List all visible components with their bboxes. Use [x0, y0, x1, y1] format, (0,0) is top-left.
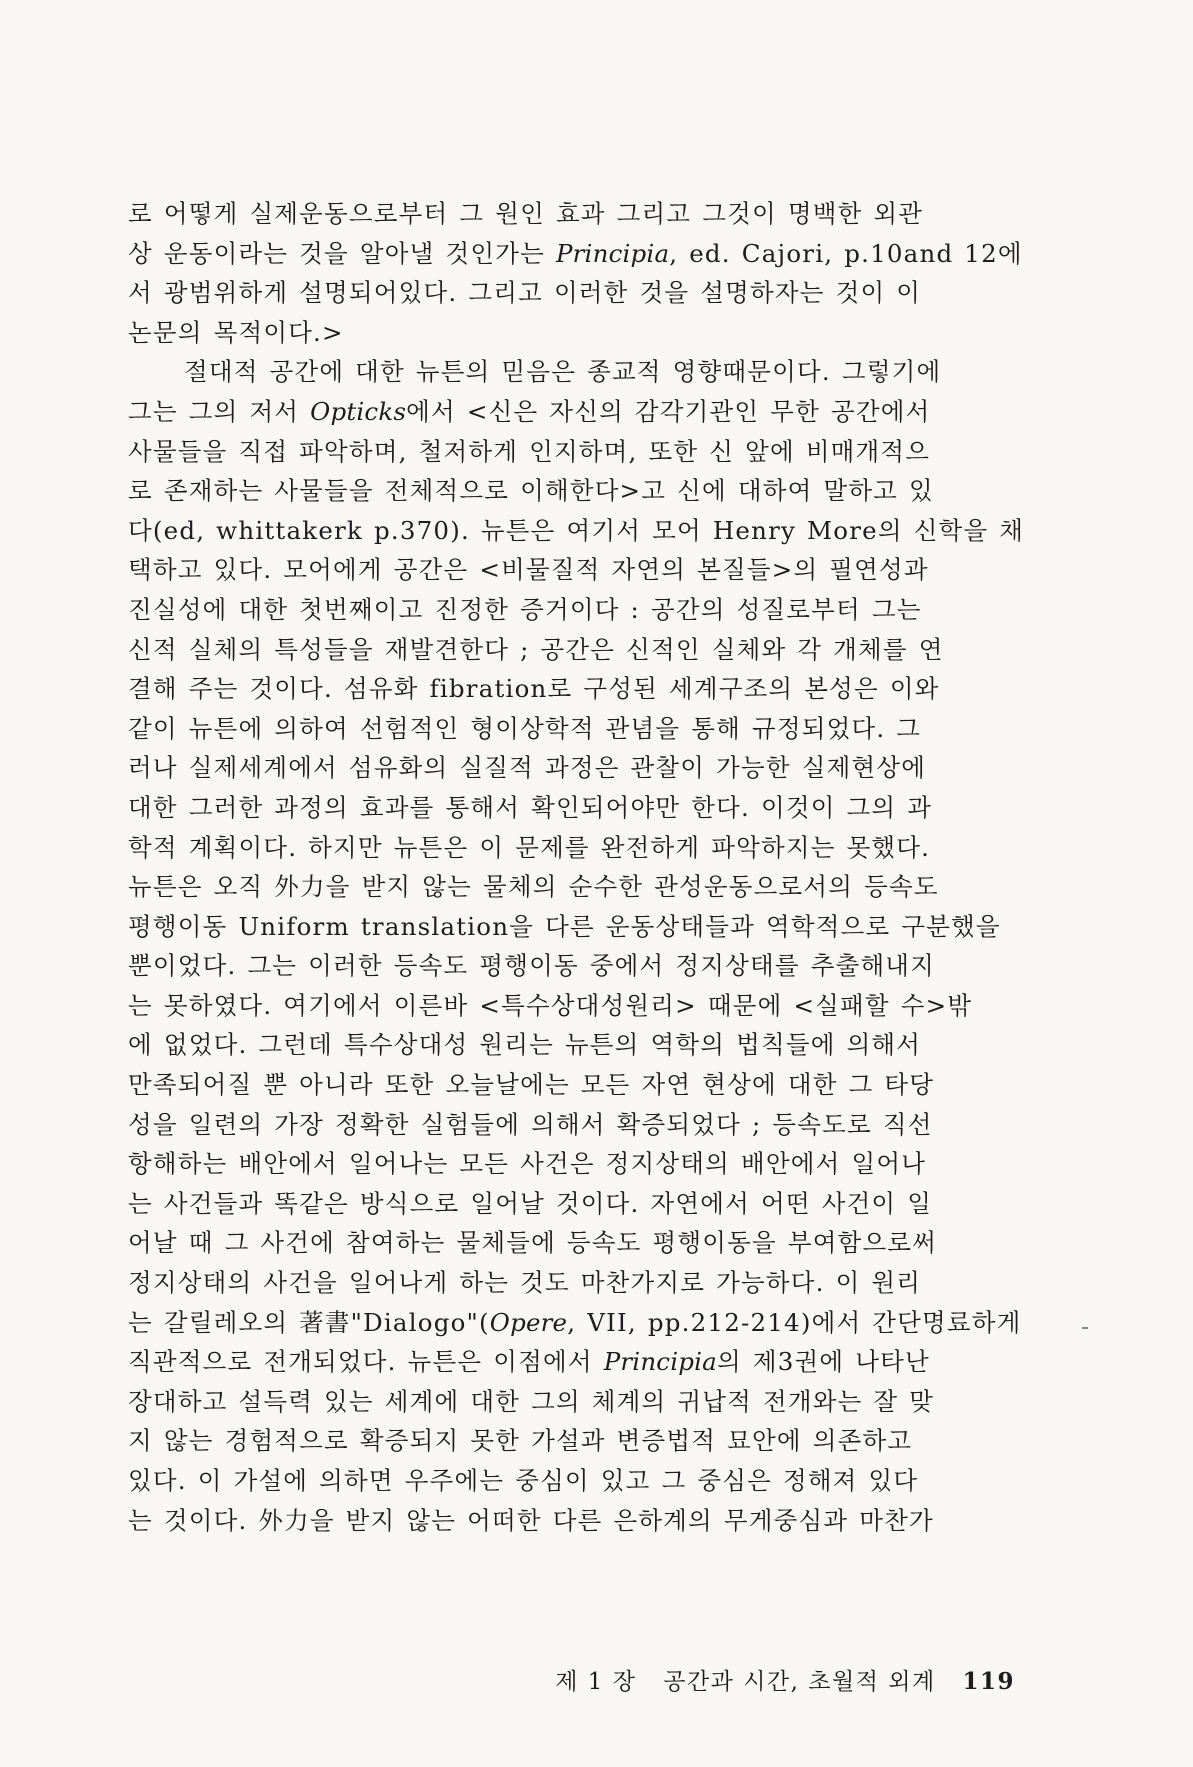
footer-chapter: 제 1 장	[555, 1669, 637, 1695]
text-line: 는 사건들과 똑같은 방식으로 일어날 것이다. 자연에서 어떤 사건이 일	[128, 1188, 933, 1218]
text-line: 대한 그러한 과정의 효과를 통해서 확인되어야만 한다. 이것이 그의 과	[128, 792, 933, 822]
text-line: 뿐이었다. 그는 이러한 등속도 평행이동 중에서 정지상태를 추출해내지	[128, 951, 936, 981]
text-line: 학적 계획이다. 하지만 뉴튼은 이 문제를 완전하게 파악하지는 못했다.	[128, 832, 931, 862]
text-line: 항해하는 배안에서 일어나는 모든 사건은 정지상태의 배안에서 일어나	[128, 1149, 927, 1179]
text-line: 는 못하였다. 여기에서 이른바 <특수상대성원리> 때문에 <실패할 수>밖	[128, 990, 973, 1020]
text-line: 다(ed, whittakerk p.370). 뉴튼은 여기서 모어 Henry More의 신학을 채	[128, 515, 1025, 545]
text-line: 어날 때 그 사건에 참여하는 물체들에 등속도 평행이동을 부여함으로써	[128, 1228, 938, 1258]
text-line: 만족되어질 뿐 아니라 또한 오늘날에는 모든 자연 현상에 대한 그 타당	[128, 1070, 935, 1100]
text-line: 결해 주는 것이다. 섬유화 fibration로 구성된 세계구조의 본성은 이와	[128, 674, 940, 704]
page-number: 119	[962, 1668, 1015, 1695]
text-line: 뉴튼은 오직 外力을 받지 않는 물체의 순수한 관성운동으로서의 등속도	[128, 872, 939, 902]
text-line: 그는 그의 저서 Opticks에서 <신은 자신의 감각기관인 무한 공간에서	[128, 396, 931, 426]
text-line: 러나 실제세계에서 섬유화의 실질적 과정은 관찰이 가능한 실제현상에	[128, 753, 927, 783]
text-line: 성을 일련의 가장 정확한 실험들에 의해서 확증되었다 ; 등속도로 직선	[128, 1109, 933, 1139]
text-line: 상 운동이라는 것을 알아낼 것인가는 Principia, ed. Cajori, p.10and 12에	[128, 238, 1023, 268]
footer-title: 공간과 시간, 초월적 외계	[663, 1669, 936, 1695]
text-line: 직관적으로 전개되었다. 뉴튼은 이점에서 Principia의 제3권에 나타난	[128, 1347, 930, 1377]
text-line: 진실성에 대한 첫번째이고 진정한 증거이다 : 공간의 성질로부터 그는	[128, 594, 922, 624]
text-line: 는 갈릴레오의 著書"Dialogo"(Opere, VII, pp.212-214)에서 간단명료하게	[128, 1307, 1022, 1337]
page-body	[128, 194, 1046, 1540]
text-line: 절대적 공간에 대한 뉴튼의 믿음은 종교적 영향때문이다. 그렇기에	[184, 357, 942, 387]
text-line: 로 존재하는 사물들을 전체적으로 이해한다>고 신에 대하여 말하고 있	[128, 476, 934, 506]
text-line: 서 광범위하게 설명되어있다. 그리고 이러한 것을 설명하자는 것이 이	[128, 278, 922, 308]
text-line: 택하고 있다. 모어에게 공간은 <비물질적 자연의 본질들>의 필연성과	[128, 555, 929, 585]
paragraph-2	[128, 352, 1046, 1540]
text-line: 논문의 목적이다.>	[128, 317, 344, 347]
text-line: 신적 실체의 특성들을 재발견한다 ; 공간은 신적인 실체와 각 개체를 연	[128, 634, 944, 664]
text-line: 는 것이다. 外力을 받지 않는 어떠한 다른 은하계의 무게중심과 마찬가	[128, 1505, 934, 1535]
running-footer	[555, 1663, 1015, 1696]
paragraph-1	[128, 194, 1046, 352]
text-line: 로 어떻게 실제운동으로부터 그 원인 효과 그리고 그것이 명백한 외관	[128, 199, 924, 228]
text-line: 에 없었다. 그런데 특수상대성 원리는 뉴튼의 역학의 법칙들에 의해서	[128, 1030, 922, 1060]
text-line: 지 않는 경험적으로 확증되지 못한 가설과 변증법적 묘안에 의존하고	[128, 1426, 913, 1456]
scan-mark	[1082, 1327, 1088, 1329]
text-line: 사물들을 직접 파악하며, 철저하게 인지하며, 또한 신 앞에 비매개적으	[128, 436, 931, 466]
text-line: 평행이동 Uniform translation을 다른 운동상태들과 역학적으로 구분했을	[128, 911, 1001, 941]
text-line: 정지상태의 사건을 일어나게 하는 것도 마찬가지로 가능하다. 이 원리	[128, 1268, 922, 1298]
text-line: 있다. 이 가설에 의하면 우주에는 중심이 있고 그 중심은 정해져 있다	[128, 1466, 919, 1495]
text-line: 장대하고 설득력 있는 세계에 대한 그의 체계의 귀납적 전개와는 잘 맞	[128, 1386, 935, 1416]
text-line: 같이 뉴튼에 의하여 선험적인 형이상학적 관념을 통해 규정되었다. 그	[128, 713, 922, 743]
